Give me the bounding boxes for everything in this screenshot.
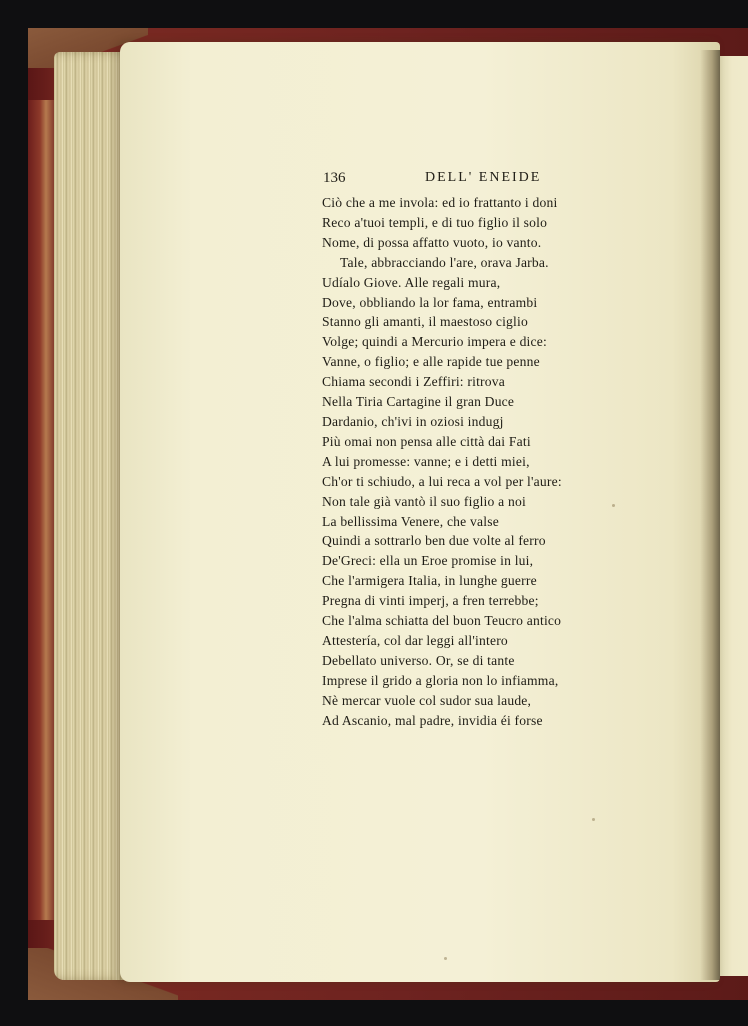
verse-line: Vanne, o figlio; e alle rapide tue penne (322, 354, 540, 370)
verse-line: Nè mercar vuole col sudor sua laude, (322, 692, 532, 708)
page-number: 136 (323, 170, 346, 186)
verse-line: A lui promesse: vanne; e i detti miei, (322, 453, 530, 469)
verse-line: Dove, obbliando la lor fama, entrambi (322, 294, 538, 310)
verse-line: Più omai non pensa alle città dai Fati (322, 433, 531, 449)
verse-line: Dardanio, ch'ivi in oziosi indugj (322, 413, 504, 429)
paper-speck (592, 818, 595, 821)
verse-line: Udíalo Giove. Alle regali mura, (322, 274, 501, 290)
paper-speck (444, 957, 447, 960)
verse-line: Ch'or ti schiudo, a lui reca a vol per l'aure: (322, 473, 562, 489)
verse-line: Attestería, col dar leggi all'intero (322, 632, 508, 648)
facing-page-edge (716, 56, 748, 976)
verse-line: Nome, di possa affatto vuoto, io vanto. (322, 234, 542, 250)
running-title: DELL' ENEIDE (425, 170, 542, 185)
verse-line: Nella Tiria Cartagine il gran Duce (322, 394, 515, 410)
verse-line: Imprese il grido a gloria non lo infiamma, (322, 672, 559, 688)
verse-line: Ciò che a me invola: ed io frattanto i doni (322, 195, 558, 210)
verse-line: Non tale già vantò il suo figlio a noi (322, 493, 526, 509)
verse-line: Che l'armigera Italia, in lunghe guerre (322, 573, 537, 589)
verse-line: De'Greci: ella un Eroe promise in lui, (322, 553, 534, 569)
verse-line: La bellissima Venere, che valse (322, 513, 499, 529)
verse-line: Che l'alma schiatta del buon Teucro antico (322, 613, 562, 629)
verse-line: Ad Ascanio, mal padre, invidia éi forse (322, 712, 543, 728)
verse-line: Stanno gli amanti, il maestoso ciglio (322, 314, 528, 330)
paper-speck (612, 504, 615, 507)
verse-text (322, 193, 622, 730)
verse-line: Quindi a sottrarlo ben due volte al ferro (322, 533, 546, 549)
verse-line: Tale, abbracciando l'are, orava Jarba. (340, 254, 549, 270)
verse-line: Volge; quindi a Mercurio impera e dice: (322, 334, 547, 350)
verse-line: Chiama secondi i Zeffiri: ritrova (322, 374, 506, 390)
verse-line: Reco a'tuoi templi, e di tuo figlio il solo (322, 214, 548, 230)
page-gutter-shadow (700, 50, 720, 980)
verse-line: Debellato universo. Or, se di tante (322, 652, 515, 668)
verse-line: Pregna di vinti imperj, a fren terrebbe; (322, 593, 539, 609)
